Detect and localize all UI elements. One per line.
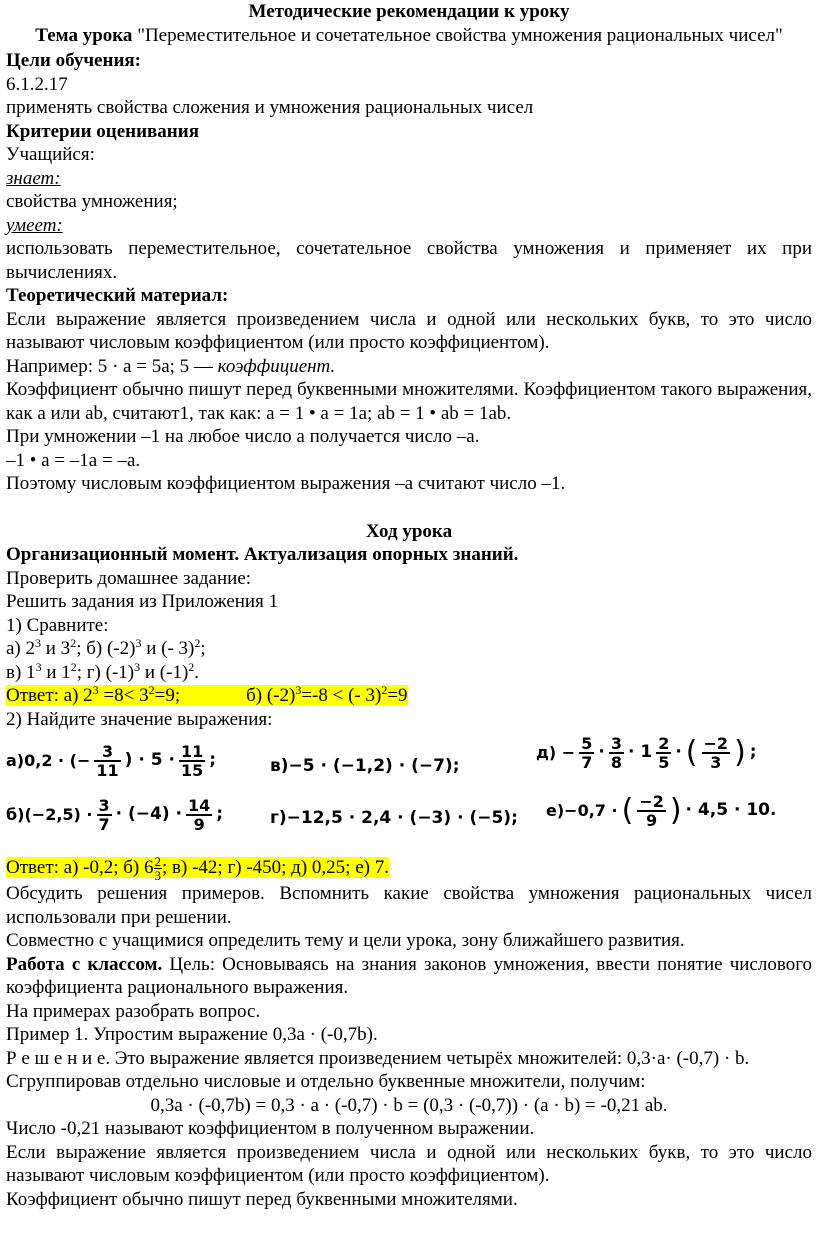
- denominator: 5: [658, 753, 670, 772]
- answer1-a-mid: =8< 3: [98, 685, 149, 706]
- topic-label: Тема урока: [35, 24, 138, 46]
- exercise-g-text: г)−12,5 · 2,4 · (−3) · (−5);: [270, 808, 518, 828]
- denominator: 7: [581, 753, 593, 772]
- numerator: −2: [703, 734, 729, 753]
- exercises-block: [6, 731, 812, 851]
- fraction: [609, 735, 624, 771]
- fraction: [179, 743, 205, 779]
- exp: 2: [70, 636, 77, 650]
- document-page: [6, 0, 812, 1211]
- exercise-d-end: ;: [749, 742, 757, 763]
- dot: ·: [675, 742, 682, 763]
- theory-example-prefix: Например: 5 · a = 5a; 5 —: [6, 355, 218, 377]
- task1-d: ; г) (-1): [76, 661, 135, 683]
- task1-d-mid: и (-1): [140, 661, 189, 683]
- fraction: [579, 735, 594, 771]
- answer1-a-end: =9;: [154, 685, 181, 706]
- numerator: 14: [188, 796, 211, 815]
- numerator: −2: [639, 792, 664, 811]
- exp: 3: [92, 683, 99, 697]
- task1-a: а) 2: [6, 638, 36, 659]
- exercise-a: [6, 743, 216, 779]
- denominator: 9: [193, 815, 205, 834]
- fraction: [94, 743, 120, 779]
- denominator: 8: [610, 753, 622, 772]
- answer1-b-mid: =-8 < (- 3): [301, 685, 382, 706]
- exercise-e-end: · 4,5 · 10.: [685, 800, 777, 821]
- right-paren: ): [669, 793, 682, 828]
- denominator: 3: [154, 868, 162, 883]
- exercise-a-mid: ) · 5 ·: [124, 750, 175, 771]
- exercise-g: [270, 807, 518, 831]
- exercise-d-label: д) −: [536, 743, 576, 763]
- exercise-d: [536, 735, 757, 771]
- exp: 3: [35, 659, 42, 674]
- numerator: 2: [658, 734, 670, 753]
- task1-c-mid: и 1: [41, 661, 71, 683]
- objectives-code: 6.1.2.17: [6, 73, 68, 95]
- solve-tasks: Решить задания из Приложения 1: [6, 591, 279, 612]
- theory-heading: Теоретический материал:: [6, 285, 229, 306]
- exp: 2: [70, 659, 77, 674]
- task1-b-mid: и (- 3): [141, 638, 195, 659]
- denominator: 15: [180, 761, 204, 780]
- criteria-can-text: использовать переместительное, сочетательное свойства умножения и применяет их при вычислениях.: [6, 238, 812, 283]
- exp: 3: [134, 659, 141, 674]
- exercise-a-end: ;: [209, 750, 217, 771]
- task1-d-end: .: [194, 661, 200, 683]
- fraction: [186, 797, 212, 833]
- objectives-heading: Цели обучения:: [6, 50, 141, 71]
- answer2-highlight: [6, 854, 389, 883]
- solution-text: Р е ш е н и е. Это выражение является произведением четырёх множителей: 0,3·a· (-0,7) · b.: [6, 1047, 750, 1069]
- numerator: 3: [94, 743, 120, 762]
- answer1-b: б) (-2): [246, 685, 296, 706]
- exercise-v-text: в)−5 · (−1,2) · (−7);: [270, 756, 460, 776]
- grouping-text: Сгруппировав отдельно числовые и отдельно буквенные множители, получим:: [6, 1071, 646, 1092]
- exp: 3: [135, 636, 142, 650]
- fraction: [154, 855, 163, 882]
- criteria-knows-text: свойства умножения;: [6, 191, 178, 212]
- task1-b-end: ;: [200, 638, 206, 659]
- dot: ·: [598, 742, 605, 763]
- discuss-text: Обсудить решения примеров. Вспомнить какие свойства умножения рациональных чисел использовали при решении.: [6, 883, 812, 928]
- fraction: [97, 797, 112, 833]
- objectives-text: применять свойства сложения и умножения рациональных чисел: [6, 97, 534, 118]
- example1: Пример 1. Упростим выражение 0,3a · (-0,7b).: [6, 1024, 378, 1045]
- numerator: 2: [154, 854, 162, 869]
- lesson-heading: Ход урока: [365, 520, 453, 542]
- denominator: 11: [96, 761, 119, 780]
- answer1: [6, 684, 812, 708]
- lesson-topic: [6, 24, 812, 48]
- topic-text: "Переместительное и сочетательное свойства умножения рациональных чисел": [137, 24, 783, 46]
- task1-b: ; б) (-2): [76, 638, 136, 659]
- fraction: [702, 735, 731, 771]
- task1-title: 1) Сравните:: [6, 614, 109, 636]
- criteria-knows-label: знает:: [6, 167, 61, 189]
- together-text: Совместно с учащимися определить тему и цели урока, зону ближайшего развития.: [6, 930, 685, 951]
- theory-coefficient: Коэффициент обычно пишут перед буквенными множителями. Коэффициентом такого выражения, как a или ab, считают1, так как: a = 1 • a = 1a; ab = 1 • ab = 1ab.: [6, 379, 812, 424]
- formula: 0,3a · (-0,7b) = 0,3 · a · (-0,7) · b = (0,3 · (-0,7)) · (a · b) = -0,21 ab.: [150, 1094, 668, 1116]
- left-paren: (: [685, 735, 698, 770]
- theory-example: [6, 355, 812, 379]
- exercise-b-mid: · (−4) ·: [115, 804, 183, 825]
- spacer: [6, 496, 812, 520]
- criteria-heading: Критерии оценивания: [6, 120, 199, 142]
- org-heading: Организационный момент. Актуализация опорных знаний.: [6, 544, 519, 565]
- exp: 2: [194, 636, 201, 650]
- exp: 3: [295, 683, 302, 697]
- exercise-v: [270, 755, 460, 779]
- theory-minus-one-formula: –1 • a = –1a = –a.: [6, 449, 141, 471]
- exercise-a-label: а)0,2 · (−: [6, 751, 91, 771]
- coef-note: Число -0,21 называют коэффициентом в полученном выражении.: [6, 1118, 535, 1139]
- answer1-b-end: =9: [387, 685, 408, 706]
- mixed-whole: · 1: [627, 742, 653, 763]
- denominator: 7: [98, 815, 110, 834]
- theory-minus-one: При умножении –1 на любое число a получается число –a.: [6, 426, 480, 447]
- denominator: 3: [710, 753, 722, 772]
- last-line: Коэффициент обычно пишут перед буквенными множителями.: [6, 1188, 518, 1210]
- right-paren: ): [734, 735, 746, 770]
- numerator: 3: [610, 734, 622, 753]
- criteria-can-label: умеет:: [6, 214, 63, 236]
- exp: 2: [381, 683, 388, 697]
- task1-line1: [6, 637, 812, 661]
- work-text: Цель: Основываясь на знания законов умножения, ввести понятие числового коэффициента рационального выражения.: [6, 953, 813, 998]
- numerator: 11: [180, 742, 204, 761]
- fraction: [637, 793, 666, 829]
- answer2-pre: Ответ: а) -0,2; б) 6: [6, 856, 154, 878]
- task1-a-mid: и 3: [41, 638, 71, 659]
- answer2: [6, 855, 812, 882]
- exercise-e: [546, 793, 776, 829]
- answer1-a-text: Ответ: а) 2: [6, 685, 93, 706]
- task2-title: 2) Найдите значение выражения:: [6, 708, 273, 730]
- repeat-definition: Если выражение является произведением числа и одной или нескольких букв, то это число называют числовым коэффициентом (или просто коэффициентом).: [6, 1141, 812, 1186]
- exp: 2: [148, 683, 155, 697]
- exercise-e-label: е)−0,7 ·: [546, 801, 618, 821]
- left-paren: (: [621, 793, 634, 828]
- numerator: 3: [98, 796, 110, 815]
- answer2-post: ; в) -42; г) -450; д) 0,25; е) 7.: [162, 856, 389, 878]
- exercise-b-label: б)(−2,5) ·: [6, 805, 93, 825]
- examples-intro: На примерах разобрать вопрос.: [6, 1000, 261, 1022]
- exercise-b: [6, 797, 223, 833]
- work-label: Работа с классом.: [6, 953, 163, 975]
- doc-title: Методические рекомендации к уроку: [248, 1, 570, 22]
- exercise-b-end: ;: [216, 804, 224, 825]
- denominator: 9: [645, 811, 658, 830]
- theory-example-term: коэффициент.: [217, 355, 336, 377]
- numerator: 5: [581, 734, 593, 753]
- exp: 2: [188, 659, 195, 674]
- answer1-a: [6, 685, 408, 706]
- theory-definition: Если выражение является произведением числа и одной или нескольких букв, то это число называют числовым коэффициентом (или просто коэффициентом).: [6, 308, 812, 353]
- check-homework: Проверить домашнее задание:: [6, 567, 252, 589]
- theory-conclusion: Поэтому числовым коэффициентом выражения –a считают число –1.: [6, 473, 566, 494]
- criteria-student: Учащийся:: [6, 144, 95, 165]
- fraction: [656, 735, 671, 771]
- work-with-class: [6, 953, 812, 1000]
- task1-c: в) 1: [6, 661, 36, 683]
- exp: 3: [35, 636, 42, 650]
- task1-line2: [6, 661, 812, 685]
